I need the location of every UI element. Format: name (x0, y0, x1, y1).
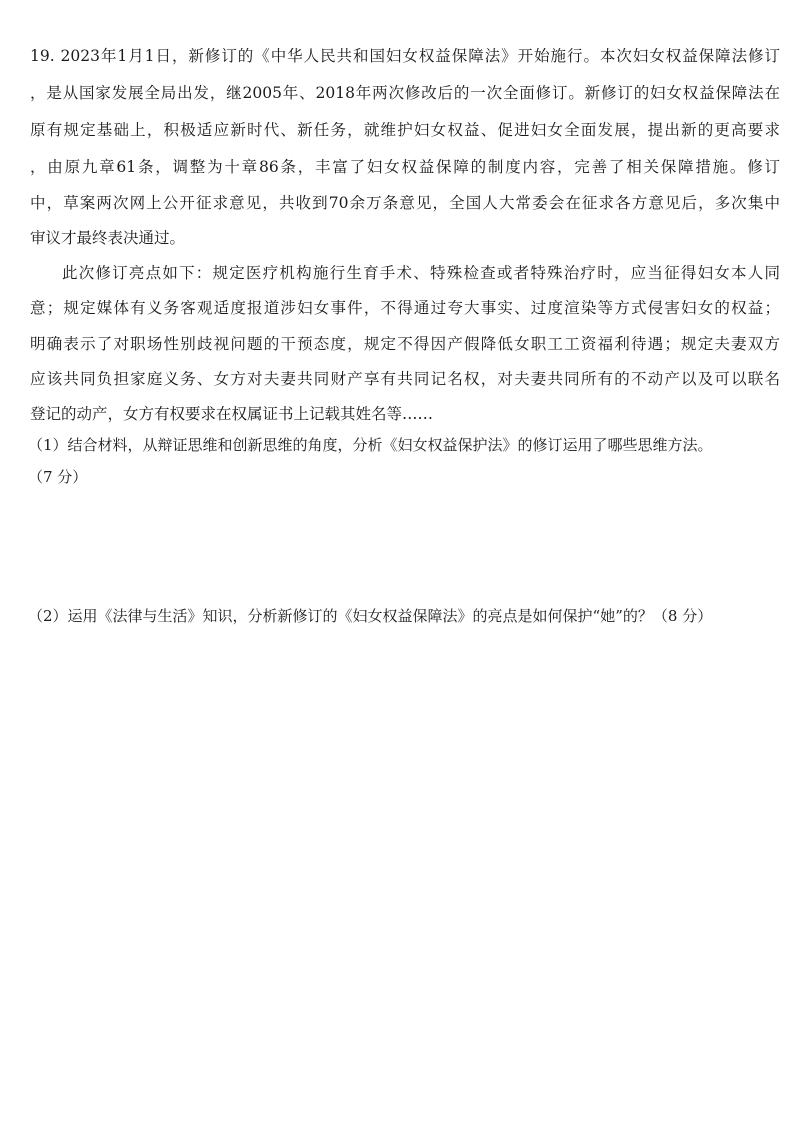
highlight-line-2: 意；规定媒体有义务客观适度报道涉妇女事件，不得通过夸大事实、过度渲染等方式侵害妇女的权益； (30, 299, 780, 317)
highlight-line-1: 此次修订亮点如下：规定医疗机构施行生育手术、特殊检查或者特殊治疗时，应当征得妇女本人同 (62, 264, 780, 282)
sub-question-1: （1）结合材料，从辩证思维和创新思维的角度，分析《妇女权益保护法》的修订运用了哪些思维方法。 (28, 436, 713, 454)
intro-line-4: ，由原九章61条，调整为十章86条，丰富了妇女权益保障的制度内容，完善了相关保障措施。修订 (30, 158, 780, 176)
intro-line-6: 审议才最终表决通过。 (30, 229, 186, 247)
highlight-line-3: 明确表示了对职场性别歧视问题的干预态度，规定不得因产假降低女职工工资福利待遇；规定夫妻双方 (30, 335, 780, 353)
intro-line-2: ，是从国家发展全局出发，继2005年、2018年两次修改后的一次全面修订。新修订的妇女权益保障法在 (30, 84, 780, 102)
intro-line-5: 中，草案两次网上公开征求意见，共收到70余万条意见，全国人大常委会在征求各方意见后，多次集中 (30, 194, 780, 212)
intro-line-3: 原有规定基础上，积极适应新时代、新任务，就维护妇女权益、促进妇女全面发展，提出新的更高要求 (30, 121, 780, 139)
highlight-line-5: 登记的动产，女方有权要求在权属证书上记载其姓名等…… (30, 405, 434, 423)
intro-line-1: 19. 2023年1月1日，新修订的《中华人民共和国妇女权益保障法》开始施行。本次妇女权益保障法修订 (30, 47, 780, 65)
sub-question-2: （2）运用《法律与生活》知识，分析新修订的《妇女权益保障法》的亮点是如何保护“她”的？（8 分） (28, 607, 713, 625)
highlight-line-4: 应该共同负担家庭义务、女方对夫妻共同财产享有共同记名权，对夫妻共同所有的不动产以及可以联名 (30, 370, 780, 388)
sub-question-1-points: （7 分） (28, 468, 88, 486)
